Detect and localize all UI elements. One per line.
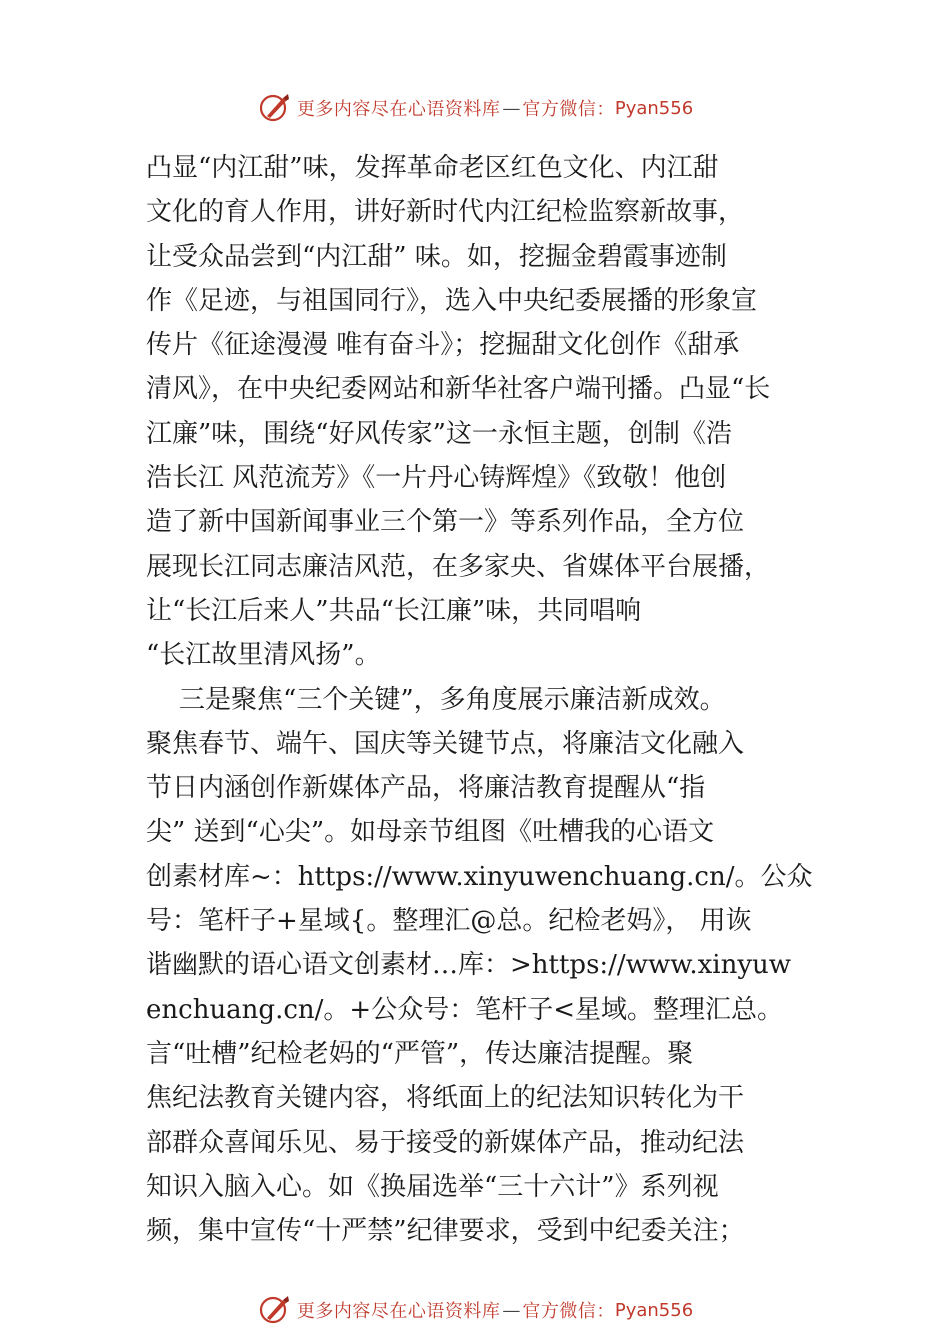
text-line: 节日内涵创作新媒体产品，将廉洁教育提醒从“指 — [146, 773, 706, 804]
pen-quill-icon — [257, 90, 293, 126]
pen-quill-icon — [257, 1292, 293, 1328]
text-line: 作《足迹，与祖国同行》，选入中央纪委展播的形象宣 — [146, 285, 758, 316]
text-line: 尖” 送到“心尖”。如母亲节组图《吐槽我的心语文 — [146, 817, 715, 848]
banner-brand-text: 更多内容尽在心语资料库 — [296, 1301, 501, 1322]
text-line: 浩长江 风范流芳》《一片丹心铸辉煌》《致敬！他创 — [146, 463, 727, 494]
text-line: 部群众喜闻乐见、易于接受的新媒体产品，推动纪法 — [146, 1127, 745, 1158]
text-line: 言“吐槽”纪检老妈的“严管”，传达廉洁提醒。聚 — [146, 1038, 694, 1069]
banner-wechat-id: Pyan556 — [614, 97, 694, 119]
banner-wechat-label: 官方微信： — [522, 99, 615, 120]
text-line: 展现长江同志廉洁风范，在多家央、省媒体平台展播， — [146, 551, 771, 582]
document-body — [146, 146, 836, 1253]
text-line: enchuang.cn/。+公众号：笔杆子<星域。整理汇总。 — [146, 994, 783, 1025]
text-line: “长江故里清风扬”。 — [146, 640, 381, 671]
text-line: 号：笔杆子+星域{。整理汇@总。纪检老妈》， 用诙 — [146, 906, 752, 937]
banner-separator: — — [502, 1299, 521, 1321]
banner-wechat-id: Pyan556 — [614, 1299, 694, 1321]
text-line: 谐幽默的语心语文创素材…库：>https://www.xinyuw — [146, 950, 792, 981]
text-line: 知识入脑入心。如《换届选举“三十六计”》系列视 — [146, 1171, 719, 1202]
text-line: 江廉”味，围绕“好风传家”这一永恒主题，创制《浩 — [146, 418, 732, 449]
text-line: 清风》，在中央纪委网站和新华社客户端刊播。凸显“长 — [146, 374, 771, 405]
text-line: 创素材库~：https://www.xinyuwenchuang.cn/。公众 — [146, 861, 813, 892]
banner-wechat-label: 官方微信： — [522, 1301, 615, 1322]
text-line: 频，集中宣传“十严禁”纪律要求，受到中纪委关注； — [146, 1216, 745, 1247]
banner-separator: — — [502, 97, 521, 119]
text-line: 让“长江后来人”共品“长江廉”味，共同唱响 — [146, 595, 642, 626]
text-line: 聚焦春节、端午、国庆等关键节点，将廉洁文化融入 — [146, 728, 745, 759]
text-line-paragraph-start: 三是聚焦“三个关键”，多角度展示廉洁新成效。 — [146, 684, 726, 715]
text-line: 让受众品尝到“内江甜” 味。如，挖掘金碧霞事迹制 — [146, 241, 727, 272]
text-line: 传片《征途漫漫 唯有奋斗》；挖掘甜文化创作《甜承 — [146, 330, 740, 361]
header-banner — [0, 88, 950, 128]
footer-banner — [0, 1290, 950, 1330]
text-line: 文化的育人作用，讲好新时代内江纪检监察新故事， — [146, 197, 745, 228]
banner-brand-text: 更多内容尽在心语资料库 — [296, 99, 501, 120]
text-line: 凸显“内江甜”味，发挥革命老区红色文化、内江甜 — [146, 153, 719, 183]
text-line: 造了新中国新闻事业三个第一》等系列作品，全方位 — [146, 507, 745, 538]
text-line: 焦纪法教育关键内容，将纸面上的纪法知识转化为干 — [146, 1083, 745, 1114]
